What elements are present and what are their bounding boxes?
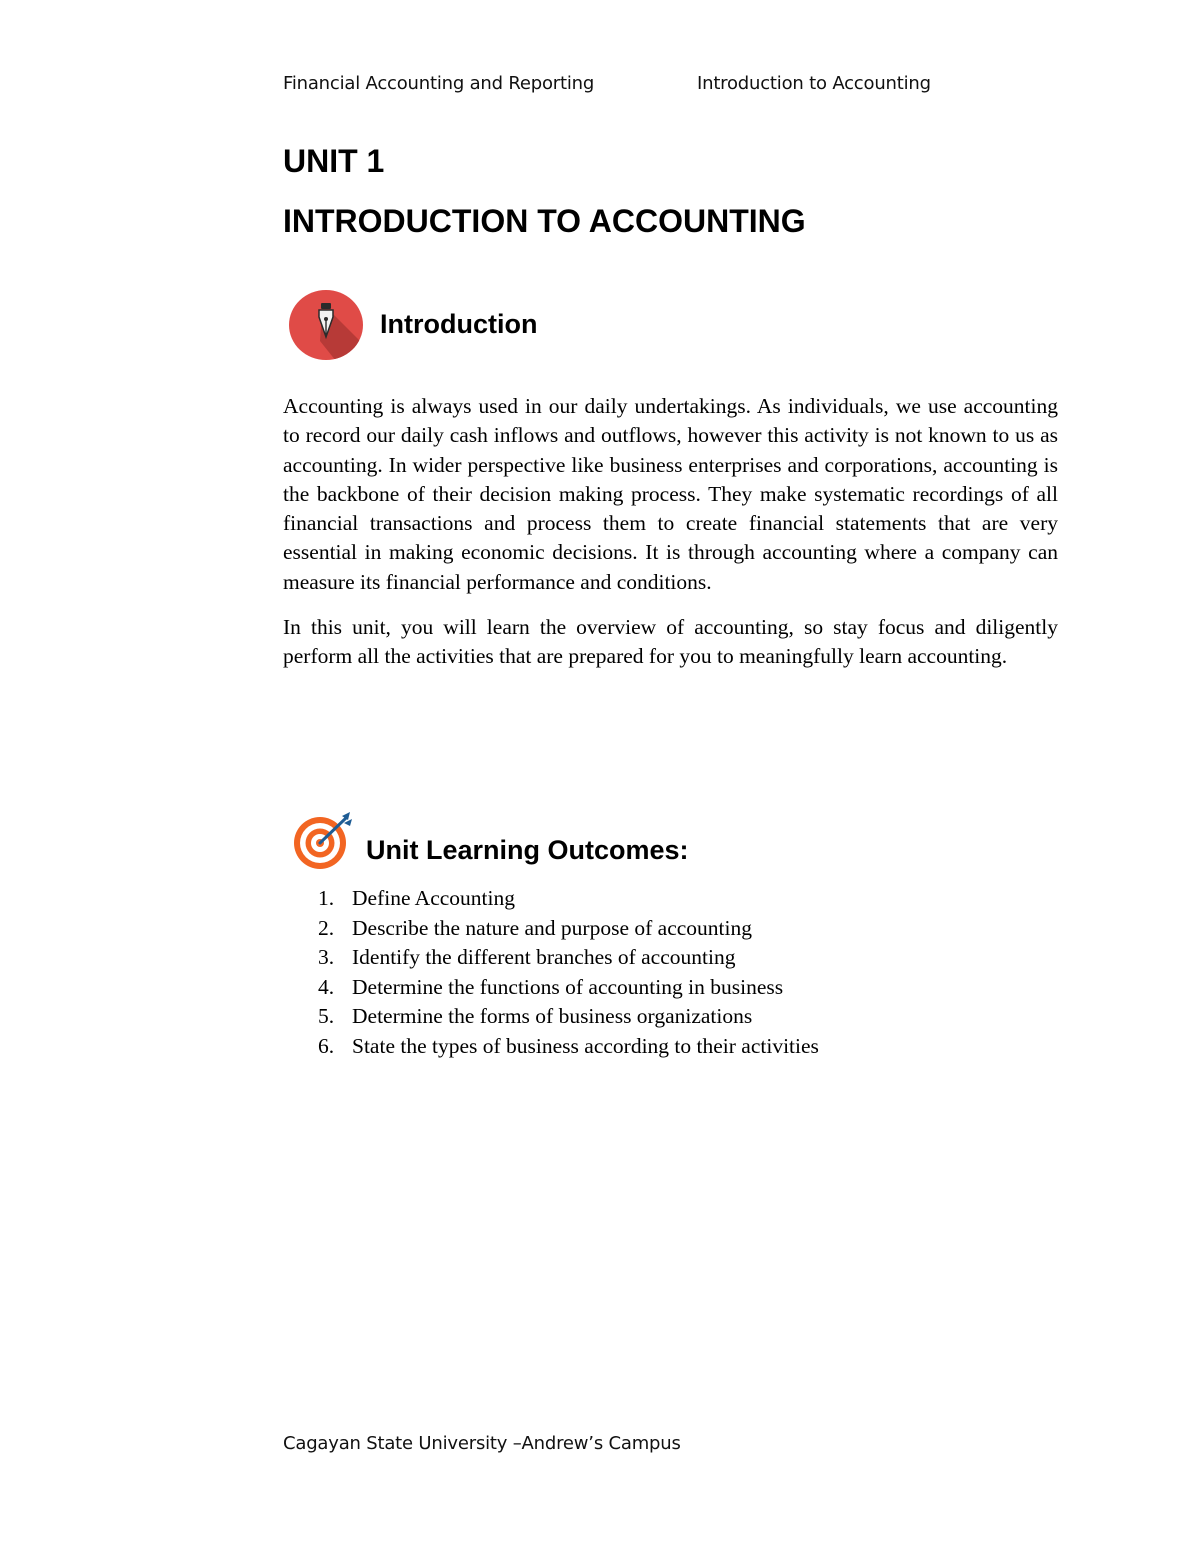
unit-number: UNIT 1 <box>283 143 385 179</box>
outcome-number: 3. <box>318 945 335 969</box>
header-course-title: Financial Accounting and Reporting <box>283 73 595 94</box>
introduction-paragraph: Accounting is always used in our daily undertakings. As individuals, we use accounting to record our daily cash inflows and outflows, however this activity is not known to us as accounting. In wider perspective like business enterprises and corporations, accounting is the backbone of their decision making process. They make systematic recordings of all financial transactions and process them to create financial statements that are very essential in making economic decisions. It is through accounting where a company can measure its financial performance and conditions. <box>283 394 1058 594</box>
introduction-body <box>283 392 1058 688</box>
outcome-number: 2. <box>318 915 335 940</box>
outcome-number: 1. <box>318 886 335 910</box>
outcome-number: 6. <box>318 1033 335 1058</box>
unit-title: INTRODUCTION TO ACCOUNTING <box>283 203 806 239</box>
outcomes-list <box>283 884 819 1061</box>
outcome-item <box>283 1002 819 1032</box>
outcome-item <box>283 914 819 944</box>
outcome-number: 4. <box>318 974 335 999</box>
target-dart-icon <box>292 810 356 870</box>
outcome-text: Determine the functions of accounting in business <box>352 974 784 999</box>
header-chapter-title: Introduction to Accounting <box>697 73 931 94</box>
outcome-item <box>283 1032 819 1062</box>
introduction-heading: Introduction <box>380 309 538 339</box>
fountain-pen-icon <box>288 289 364 361</box>
outcome-text: Identify the different branches of accounting <box>352 945 736 969</box>
introduction-paragraph: In this unit, you will learn the overview of accounting, so stay focus and diligently perform all the activities that are prepared for you to meaningfully learn accounting. <box>283 615 1058 669</box>
footer-campus: Cagayan State University –Andrew’s Campus <box>283 1433 681 1454</box>
outcome-text: Describe the nature and purpose of accounting <box>352 915 752 940</box>
outcome-item <box>283 943 819 973</box>
outcome-text: Define Accounting <box>352 886 515 910</box>
outcome-text: Determine the forms of business organizations <box>352 1004 753 1028</box>
outcome-item <box>283 973 819 1003</box>
outcome-item <box>283 884 819 914</box>
outcome-number: 5. <box>318 1004 335 1028</box>
outcome-text: State the types of business according to their activities <box>352 1033 819 1058</box>
outcomes-heading: Unit Learning Outcomes: <box>366 835 689 865</box>
